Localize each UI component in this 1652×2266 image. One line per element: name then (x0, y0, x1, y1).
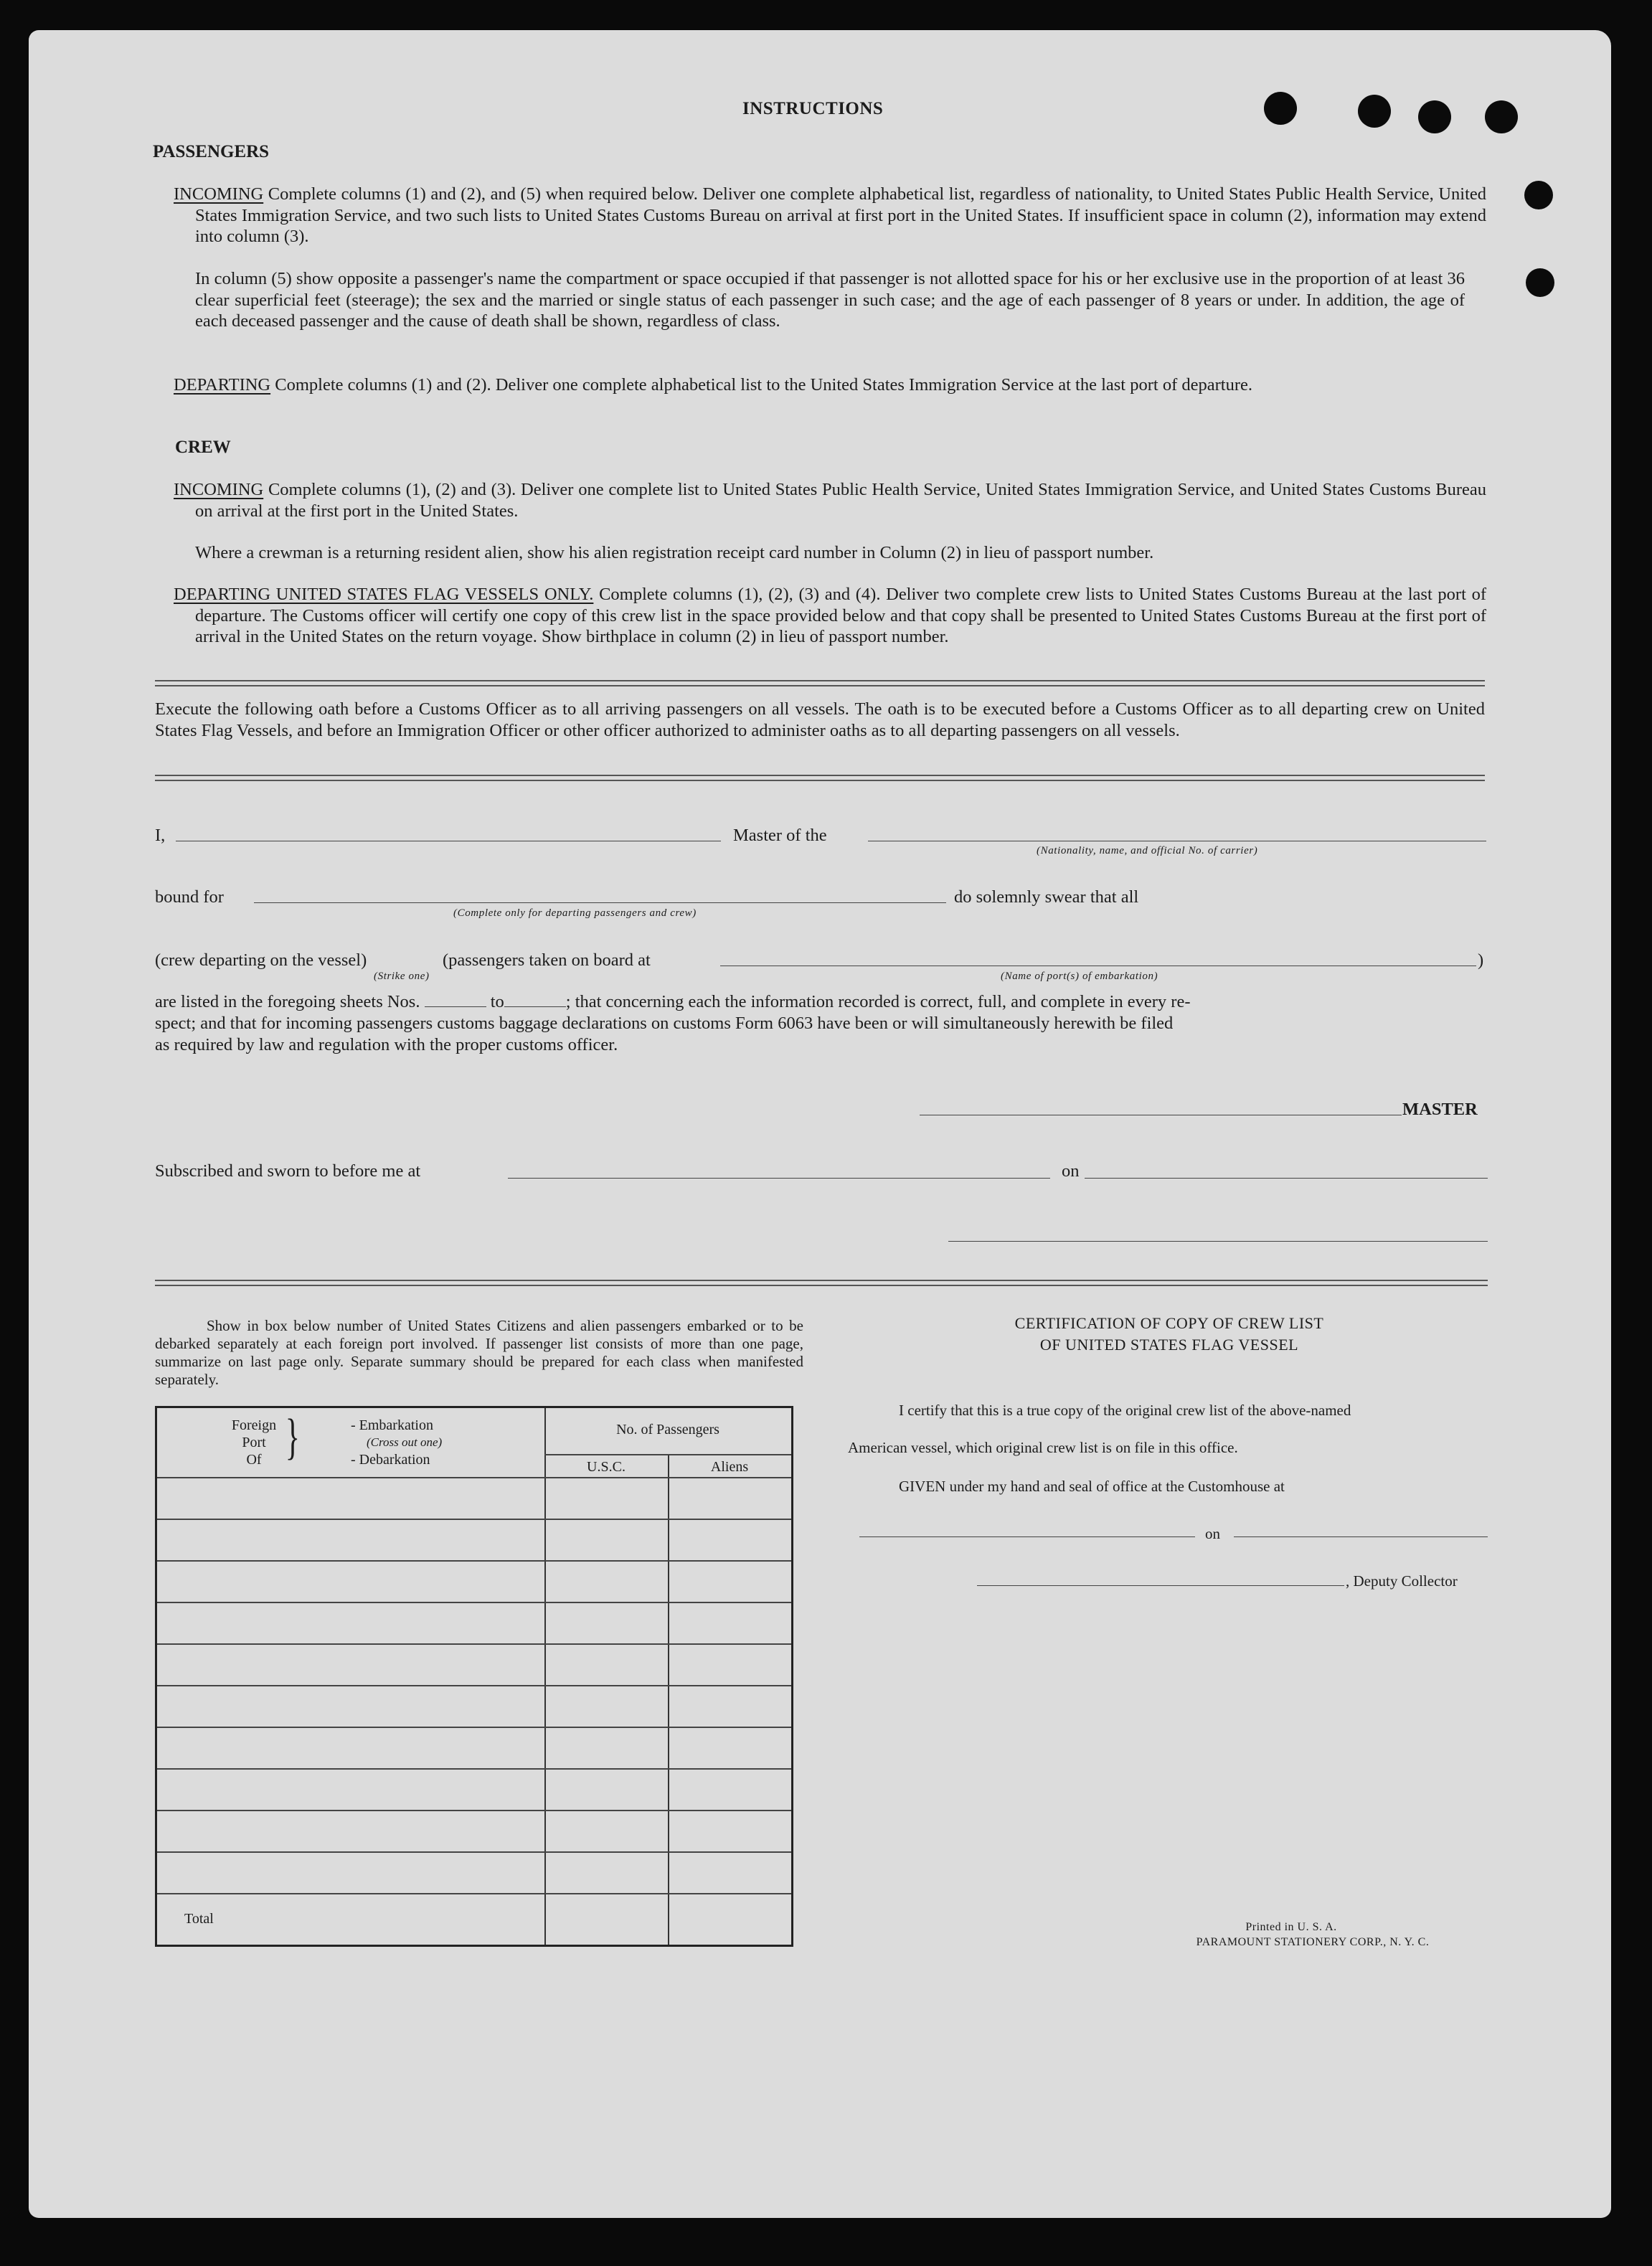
printer-line2: PARAMOUNT STATIONERY CORP., N. Y. C. (1196, 1936, 1430, 1948)
deputy-label: , Deputy Collector (1346, 1572, 1458, 1590)
listed-line-2: spect; and that for incoming passengers customs baggage declarations on customs Form 6063 have been or will simultaneously herewith be filed (155, 1014, 1174, 1033)
sworn-date-field[interactable] (1085, 1178, 1488, 1179)
carrier-caption: (Nationality, name, and official No. of carrier) (1037, 845, 1258, 856)
debarkation-option: - Debarkation (351, 1452, 430, 1468)
brace: } (285, 1410, 300, 1465)
crew-heading: CREW (175, 438, 231, 457)
listed-line-3: as required by law and regulation with the proper customs officer. (155, 1035, 618, 1054)
certification-date-field[interactable] (1234, 1536, 1488, 1537)
subscribed-label: Subscribed and sworn to before me at (155, 1161, 421, 1181)
passengers-departing-text: Complete columns (1) and (2). Deliver one complete alphabetical list to the United States Immigration Service at the last port of departure. (275, 375, 1252, 395)
crew-departing-paragraph (174, 584, 1486, 648)
punch-hole (1358, 95, 1391, 128)
certification-title-line1: CERTIFICATION OF COPY OF CREW LIST (1014, 1314, 1324, 1332)
passenger-summary-table (155, 1406, 793, 1947)
summary-instruction: Show in box below number of United States Citizens and alien passengers embarked or to be debarked separately at each foreign port involved. If passenger list consists of more than one page, summarize on last page only. Separate summary should be prepared for each class when manifested separately. (155, 1317, 803, 1388)
crew-departing-text: Complete columns (1), (2), (3) and (4). Deliver two complete crew lists to United States Customs Bureau at the last port of departure. The Customs officer will certify one copy of this crew list in the space provided below and that copy shall be presented to United States Customs Bureau at the first port of arrival in the United States on the return voyage. Show birthplace in column (2) in lieu of passport number. (195, 585, 1486, 646)
page-title: INSTRUCTIONS (742, 99, 884, 118)
passengers-heading: PASSENGERS (153, 142, 270, 161)
no-of-passengers-header: No. of Passengers (616, 1422, 719, 1438)
section-divider (155, 775, 1485, 781)
certification-title (933, 1313, 1406, 1356)
sworn-on-label: on (1062, 1161, 1080, 1181)
certification-title-line2: OF UNITED STATES FLAG VESSEL (1039, 1336, 1299, 1354)
punch-hole (1526, 268, 1554, 297)
certification-on-label: on (1205, 1525, 1220, 1542)
listed-to-text: to (490, 992, 504, 1011)
given-line: GIVEN under my hand and seal of office at the Customhouse at (899, 1478, 1285, 1495)
passengers-column5-paragraph: In column (5) show opposite a passenger's name the compartment or space occupied if that passenger is not allotted space for his or her exclusive use in the proportion of at least 36 clear superficial feet (steerage); the sex and the married or single status of each passenger in such case; and the age of each passenger of 8 years or under. In addition, the age of each deceased passenger and the cause of death shall be shown, regardless of class. (195, 269, 1465, 331)
passengers-incoming-label: INCOMING (174, 184, 264, 204)
close-paren: ) (1478, 950, 1484, 970)
listed-pre-text: are listed in the foregoing sheets Nos. (155, 992, 420, 1011)
bound-for-label: bound for (155, 887, 224, 907)
certify-line-1: I certify that this is a true copy of the original crew list of the above-named (899, 1402, 1351, 1419)
usc-header: U.S.C. (587, 1459, 626, 1475)
section-divider (155, 680, 1485, 686)
crew-departing-option: (crew departing on the vessel) (155, 950, 367, 970)
swear-label: do solemnly swear that all (954, 887, 1139, 907)
bound-for-caption: (Complete only for departing passengers and crew) (453, 907, 697, 919)
passengers-departing-paragraph (174, 374, 1486, 396)
oath-instruction: Execute the following oath before a Customs Officer as to all arriving passengers on all vessels. The oath is to be executed before a Customs Officer as to all departing crew on United States Flag Vessels, and before an Immigration Officer or other officer authorized to administer oaths as to all departing passengers on all vessels. (155, 699, 1485, 740)
aliens-header: Aliens (710, 1459, 749, 1475)
passengers-option: (passengers taken on board at (443, 950, 651, 970)
printer-line1: Printed in U. S. A. (1245, 1921, 1337, 1933)
cross-out-note: (Cross out one) (367, 1435, 443, 1449)
passengers-departing-label: DEPARTING (174, 375, 271, 395)
listed-post-text: ; that concerning each the information recorded is correct, full, and complete in every re- (565, 992, 1191, 1011)
passengers-incoming-paragraph (174, 184, 1486, 247)
passengers-incoming-text: Complete columns (1) and (2), and (5) when required below. Deliver one complete alphabetical list, regardless of nationality, to United States Public Health Service, United States Immigration Service, and two such lists to United States Customs Bureau on arrival at first port in the United States. If insufficient space in column (2), information may extend into column (3). (195, 184, 1487, 246)
officer-signature-field[interactable] (948, 1241, 1488, 1242)
crew-incoming-text: Complete columns (1), (2) and (3). Deliver one complete list to United States Public Health Service, United States Immigration Service, and United States Customs Bureau on arrival at the first port in the United States. (195, 480, 1487, 521)
master-label: MASTER (1402, 1100, 1478, 1119)
crew-incoming-paragraph (174, 479, 1486, 521)
sheet-to-field[interactable] (504, 1006, 566, 1007)
punch-hole (1418, 100, 1451, 133)
sheet-from-field[interactable] (425, 1006, 486, 1007)
col-port-line3: Of (246, 1452, 262, 1468)
crew-departing-label: DEPARTING UNITED STATES FLAG VESSELS ONLY. (174, 585, 594, 604)
customhouse-field[interactable] (859, 1536, 1195, 1537)
sworn-place-field[interactable] (508, 1178, 1050, 1179)
deputy-signature-field[interactable] (977, 1585, 1344, 1586)
oath-i-label: I, (155, 826, 166, 845)
punch-hole (1524, 181, 1553, 209)
total-label: Total (184, 1911, 214, 1927)
crew-incoming-label: INCOMING (174, 480, 264, 499)
certify-line-2: American vessel, which original crew list is on file in this office. (848, 1439, 1238, 1456)
section-divider (155, 1280, 1488, 1286)
bound-for-field[interactable] (254, 902, 946, 903)
embark-options (351, 1417, 442, 1468)
strike-caption: (Strike one) (374, 971, 430, 982)
punch-hole (1264, 92, 1297, 125)
col-port-header (229, 1417, 279, 1468)
col-port-line1: Foreign (231, 1417, 277, 1433)
embarkation-option: - Embarkation (351, 1417, 433, 1433)
listed-line-1 (155, 991, 1489, 1013)
col-port-line2: Port (242, 1435, 266, 1450)
punch-hole (1485, 100, 1518, 133)
master-of-label: Master of the (733, 826, 827, 845)
printer-imprint (1119, 1920, 1506, 1950)
port-caption: (Name of port(s) of embarkation) (1001, 971, 1158, 982)
crew-resident-paragraph: Where a crewman is a returning resident alien, show his alien registration receipt card number in Column (2) in lieu of passport number. (195, 543, 1154, 562)
